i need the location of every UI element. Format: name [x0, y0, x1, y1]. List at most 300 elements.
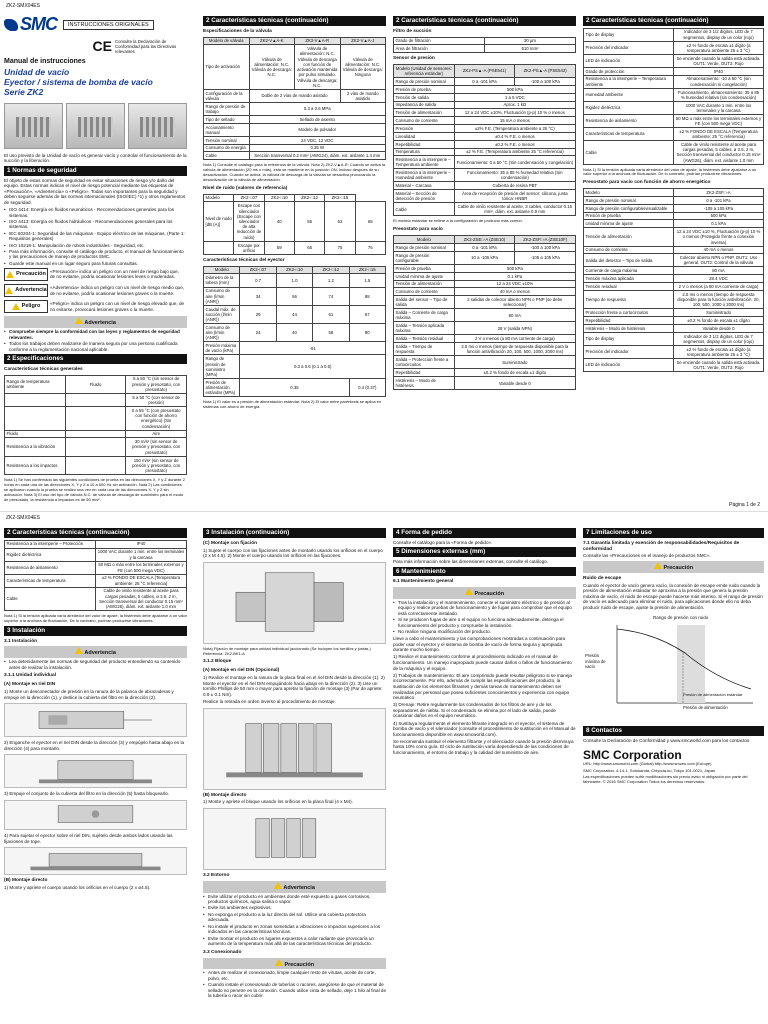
table-cell: Indicador de 3 1/2 dígitos, LED de 7 segmentos, display de un color (rojo) [674, 28, 764, 41]
table-cell: 1.2 [313, 274, 349, 287]
manifold-direct-title: (B) Montaje directo [203, 792, 247, 798]
table-cell: Corriente de carga máxima [584, 267, 674, 275]
table-cell: 0.35 [240, 379, 349, 397]
table-row [584, 141, 764, 165]
advertencia-list [4, 329, 187, 352]
table-row [584, 196, 764, 204]
p1-column-3 [393, 14, 576, 393]
section-specs-cont-3: 2 Características técnicas (continuación) [583, 16, 764, 26]
valve-note: Nota 1) Consulte el catálogo para la referencia de la válvula. Nota 2) ZK2-V▲A-R: Cuando se activa la válvula de alimentación (20 ms o más), esta se mantiene en la posición ON. Incluso después de su desactivación. Cuando se activa, la válvula de descarga de la válvula se desactiva provocando la desactivación de la válvula de alimentación. [203, 162, 386, 182]
order-text: Consulte el catálogo para la «Forma de pedido». [393, 539, 493, 545]
table-cell: Consumo de aire (l/min (ANR)) [204, 287, 240, 305]
ce-mark-icon: CE [92, 37, 112, 54]
table-row [394, 356, 576, 369]
smc-url[interactable]: URL: http://www.smcworld.com (Global) http://www.smceu.com (Europe) [583, 761, 712, 767]
list-item: • ISO 10218-1: Manipulación de robots industriales - Seguridad, etc. [4, 243, 187, 249]
warranty-title: 7.1 Garantía limitada y exención de responsabilidades/Requisitos de conformidad [583, 540, 740, 552]
document-code: ZK2-SMX04ES [6, 3, 40, 9]
maintenance-recommend: Se recomienda sustituir el elemento filtrante y el silenciador cuando la presión disminuya hasta 10% como guía. El ciclo de sustitución varía dependiendo de las condiciones de funcionamiento, el entorno de trabajo y la calidad del suministro de aire. [393, 738, 574, 755]
table-cell: 500 kPa [454, 264, 575, 272]
table-header-cell: ZK2-PS▲-A (PSE543) [515, 65, 576, 78]
list-item: • Evite utilizar el producto en ambientes donde esté expuesto a gases corrosivos, productos químicos, agua salina o vapor. [203, 894, 386, 905]
table-header-cell: ZK2-PS▲-A (PSE541) [454, 65, 515, 78]
table-cell: Protección frente a cortocircuitos [584, 309, 674, 317]
table-cell: 0.4 (0.37) [349, 379, 385, 397]
table-cell: 0.1 kPa [454, 272, 575, 280]
table-cell [65, 407, 126, 431]
p2-column-1 [4, 526, 187, 892]
product-name: Unidad de vacío [4, 66, 70, 77]
table-row [394, 37, 576, 45]
title-block [4, 58, 187, 98]
table-row [5, 407, 187, 431]
table-header-cell: ZK2-□10 [276, 266, 312, 274]
table-row [204, 274, 386, 287]
table-cell: Grado de protección [584, 67, 674, 75]
table-cell: 0 a -101 kPa [454, 78, 515, 86]
table-row [204, 202, 386, 241]
document-code: ZK2-SMX04ES [6, 515, 40, 521]
table-cell [65, 456, 126, 474]
table-cell: 55 [294, 202, 324, 241]
table-row [584, 358, 764, 371]
table-cell: Cable [394, 203, 455, 216]
environment-title: 3.2 Entorno [203, 873, 230, 879]
precaution-banner: Precaución [203, 958, 386, 970]
caution-icon [275, 959, 283, 966]
dimensions-text: Para más información sobre las dimensiones externas, consulte el catálogo. [393, 558, 548, 564]
table-cell: 0 a -101 kPa [454, 243, 515, 251]
table-cell: 510 mm² [485, 45, 576, 53]
table-cell: 500 kPa [674, 212, 764, 220]
table-cell: ±0.2 % F.E. o menos [454, 140, 575, 148]
environment-list [203, 894, 386, 947]
disclaimer: Las especificaciones pueden sufrir modificaciones sin previo aviso ni obligación por parte del fabricante. © 2016 SMC Corporation Todos los derechos reservados. [583, 774, 748, 784]
table-header-cell: ZK2-V▲A-K [249, 37, 295, 45]
table-cell: 80 mA [454, 309, 575, 322]
table-cell: 2 V o menos (a 80 mA corriente de carga) [454, 335, 575, 343]
section-limitations: 7 Limitaciones de uso [583, 528, 764, 538]
table-row [394, 369, 576, 377]
maintenance-list [393, 600, 576, 635]
table-cell: Resistencia de aislamiento [5, 561, 96, 574]
table-cell: Tensión de alimentación [394, 280, 455, 288]
table-cell: Sección transversal 0.2 mm² (AWG24), diám. ext. aislante 1.4 mm [249, 152, 386, 160]
table-cell: 56 [276, 287, 312, 305]
p2-column-2 [203, 526, 386, 1000]
ejector-specs-title: Características técnicas del eyector [203, 257, 285, 263]
table-cell: Humedad ambiente [584, 88, 674, 101]
table-cell: 50 MΩ o más entre los terminales externos y FE (con 500 mega VDC) [96, 561, 187, 574]
table-cell: Tensión de salida [394, 93, 455, 101]
table-row [394, 101, 576, 109]
table-row [204, 45, 386, 89]
table-row [394, 343, 576, 356]
table-cell: Tensión residual [584, 283, 674, 291]
table-header-cell: ZK2-V▲A-R [295, 37, 341, 45]
table-row [394, 272, 576, 280]
maintenance-step-1: 1) Realice el mantenimiento conforme al procedimiento indicado en el manual de funcionamiento. Un manejo inapropiado puede causar daños o fallos de funcionamiento de la máquina y el equipo. [393, 654, 572, 671]
table-cell: Válvula de alimentación: N.C. Válvula de descarga: N.C. [249, 45, 295, 89]
general-specs-table [4, 375, 187, 475]
table-cell: 34 [240, 287, 276, 305]
table-cell: Cable [204, 152, 250, 160]
section-contacts: 8 Contactos [583, 726, 764, 736]
sensor-title: Sensor de presión [393, 56, 435, 62]
table-cell: Material – Sección de detección de presión [394, 190, 455, 203]
list-item: • Lea detenidamente las normas de seguridad del producto entendiendo su contenido antes de realizar la instalación. [4, 659, 187, 670]
table-row [5, 393, 187, 406]
manifold-din-text: 1) Realice el montaje en la ranura de la placa final en el riel DIN desde la dirección (1). 2) Monte el eyector en el riel DIN empujándolo hacia abajo en la dirección (2). 3) Use un tornillo Phillips de 50 mm o mayor para apretar la fijación de montaje (3) (Par de apriete: 0.9 ± 0.1 Nm). [203, 675, 385, 697]
table-cell: Tipo de activación [204, 45, 250, 89]
danger-icon [12, 303, 20, 310]
table-cell: Tipo de display [584, 28, 674, 41]
table-row [204, 355, 386, 379]
table-cell: ZK2-□15 [325, 194, 355, 202]
table-cell: Cable [5, 587, 96, 611]
table-row [394, 190, 576, 203]
table-header-row [204, 37, 386, 45]
table-cell: Repetibilidad [584, 317, 674, 325]
product-photos [4, 103, 187, 149]
bracket-figure [203, 562, 386, 644]
warranty-text: Consulte las «Precauciones en el manejo de productos SMC». [583, 553, 711, 559]
table-cell: 5 a 50 °C (con sensor de presión) [126, 393, 187, 406]
table-row [204, 136, 386, 144]
table-row [394, 93, 576, 101]
ejector-note: Nota 1) El valor es a presión de alimentación estándar. Nota 2) El valor entre paréntesis se aplica en sistemas con ahorro de energía. [203, 399, 382, 410]
switch-title: Presostato para vacío [393, 227, 443, 233]
table-cell: LED de indicación [584, 358, 674, 371]
table-cell: 67 [349, 305, 385, 323]
table-cell: Presión máxima de vacío (kPa) [204, 342, 240, 355]
piping-list [203, 970, 386, 999]
ce-block [4, 38, 187, 55]
table-cell: Doble de 2 vías de mando asistido [249, 89, 340, 102]
advertencia-banner: Advertencia [4, 316, 187, 328]
table-cell: 44 [276, 305, 312, 323]
table-cell: 12 a 24 VDC ±10 %, Fluctuación (p-p) 10 % o menos (Protegido frente a conexión inversa) [674, 228, 764, 246]
table-cell: Aire [126, 430, 187, 438]
table-cell: -91 [240, 342, 386, 355]
manifold-din-remove: Realice la retirada en orden inverso al procedimiento de montaje. [203, 699, 336, 705]
single-unit-title: 3.1.1 Unidad individual [4, 673, 56, 679]
table-row [394, 140, 576, 148]
table-cell: ±2 % F.E. (Temperatura ambiente 25 °C referencia) [454, 148, 575, 156]
table-cell: LED de indicación [584, 54, 674, 67]
table-cell: 28 V (salida NPN) [454, 322, 575, 335]
table-cell: Fluido [65, 375, 126, 393]
table-row [394, 288, 576, 296]
noise-table [203, 194, 386, 255]
table-row [394, 296, 576, 309]
table-cell: Nivel de ruido [dB (A)] [204, 202, 234, 241]
table-row [5, 540, 187, 548]
page-2 [0, 512, 768, 1024]
table-cell: Almacenamiento: -10 a 60 °C (sin condensación ni congelación) [674, 75, 764, 88]
manual-title: Manual de instrucciones [4, 58, 86, 66]
table-cell: Presión de alimentación estándar (MPa) [204, 379, 240, 397]
table-row [5, 561, 187, 574]
switch-table-end [4, 540, 187, 612]
table-cell [204, 241, 234, 254]
manifold-direct-figure [203, 808, 386, 870]
bracket-mount-title: (C) Montaje con fijación [203, 540, 258, 546]
table-cell: Rigidez dieléctrica [584, 101, 674, 114]
table-header-row [394, 236, 576, 244]
table-cell: Características de temperatura [5, 574, 96, 587]
table-cell: Histéresis – Modo de histéresis [394, 377, 455, 390]
table-cell: Resistencia a la intemperie – Protección [5, 540, 96, 548]
table-cell: -100 a 100 kPa [515, 243, 576, 251]
table-cell: 61 [313, 305, 349, 323]
list-item: • Para más información, consulte el catálogo de producto, el manual de funcionamiento y las precauciones de manejo de productos SMC. [4, 249, 187, 260]
table-header-cell: ZK2-□15 [349, 266, 385, 274]
table-row [584, 228, 764, 246]
table-cell: 2 V o menos (a 80 mA corriente de carga) [674, 283, 764, 291]
table-row [394, 309, 576, 322]
table-cell: 0 a 55 °C (con presostato con función de ahorro energético) (Sin condensación) [126, 407, 187, 431]
table-cell: Suministrado [674, 309, 764, 317]
table-cell: Funcionamiento, almacenamiento: 35 a 85 % humedad relativa (sin condensación) [674, 88, 764, 101]
manifold-direct-text: 1) Monte y apriete el bloque usando los orificios en la placa final (4 x M4). [203, 799, 353, 805]
table-header-cell: Modelo (Unidad de sensores: referencia estándar) [394, 65, 455, 78]
list-item: • No instale el producto en zonas sometidas a vibraciones o impactos superiores a los indicados en las características técnicas. [203, 924, 386, 935]
list-item: • Tras la instalación y el mantenimiento, conecte el suministro eléctrico y de presión al equipo y realice pruebas de funcionamiento y de fugas para comprobar que el equipo está correctamente instalado. [393, 600, 576, 617]
table-row [394, 243, 576, 251]
table-cell: Suministrado [454, 356, 575, 369]
din-step-3: 3) Empuje el conjunto de la cubierta del filtro en la dirección (5) hasta bloquearlo. [4, 791, 169, 797]
switch-table-cont [583, 28, 764, 165]
table-row [204, 115, 386, 123]
table-cell: Consumo de corriente [394, 117, 455, 125]
table-row [394, 78, 576, 86]
list-item: • ISO 4413: Energía en fluidos hidráulicos - Recomendaciones generales para los sistemas. [4, 219, 187, 230]
table-row [584, 127, 764, 140]
table-cell: Tensión máxima aplicada [584, 275, 674, 283]
section-safety: 1 Normas de seguridad [4, 166, 187, 176]
valve-specs-table [203, 37, 386, 161]
table-cell: Modelo [584, 189, 674, 197]
table-cell: 65 [294, 241, 324, 254]
table-row [394, 132, 576, 140]
din-step-4: 4) Para sujetar el eyector sobre el riel DIN, sujételo desde ambos lados usando las fijaciones de tope. [4, 833, 173, 844]
table-cell: Resistencia de aislamiento [584, 114, 674, 127]
table-cell: Rango de presión de suministro (MPa) [204, 355, 240, 379]
table-cell: 2 vías de mando asistido [340, 89, 386, 102]
table-cell: Tiempo de respuesta [584, 290, 674, 308]
table-cell: Funcionamiento: 0 a 50 °C (Sin condensación y congelación) [454, 156, 575, 169]
precaution-banner-2: Precaución [393, 587, 576, 599]
original-instructions-label: INSTRUCCIONES ORIGINALES [63, 20, 154, 31]
warning-advertencia: Advertencia «Advertencia» indica un peligro con un nivel de riesgo medio que, de no evitarse, podría ocasionar lesiones graves o la muerte. [4, 284, 187, 297]
table-cell [65, 438, 126, 456]
table-cell: IP40 [96, 540, 187, 548]
section-specs-cont: 2 Características técnicas (continuación) [203, 16, 386, 26]
table-cell: 1000 VAC durante 1 min. entre los terminales y la carcasa [96, 548, 187, 561]
table-cell: IP40 [674, 67, 764, 75]
smc-logo: SMC [4, 14, 57, 36]
switch-table [393, 235, 576, 390]
product-series: Serie ZK2 [4, 87, 44, 98]
table-cell: 12 a 24 VDC ±10% [454, 280, 575, 288]
table-cell: Cable [584, 141, 674, 165]
table-row [5, 430, 187, 438]
table-row [584, 88, 764, 101]
table-cell: Repetibilidad [394, 140, 455, 148]
table-cell: Rango de presión configurable/visualizable [584, 204, 674, 212]
noise-range-label: Rango de presión con ruido [653, 615, 709, 621]
table-cell: Histéresis – Modo de histéresis [584, 324, 674, 332]
table-header-cell: ZK2-□12 [313, 266, 349, 274]
table-row [584, 54, 764, 67]
table-cell: Salida – Tensión residual [394, 335, 455, 343]
table-row [584, 75, 764, 88]
table-cell: ZK2-□07 [234, 194, 264, 202]
table-cell: ±2 % fondo de escala ±1 dígito (a temperatura ambiente 25 ± 3 °C) [674, 41, 764, 54]
switch-note: Nota 1) Si la tensión aplicada varía alrededor del valor de ajuste, la histéresis debe ajustarse a un valor superior a la anchura de fluctuación. De lo contrario, podrían producirse vibraciones. [583, 166, 757, 177]
safety-text: El objeto de estas normas de seguridad es evitar situaciones de riesgo y/o daño del equipo. Estas normas indican el nivel de riesgo potencial mediante las etiquetas de «Precaución», «Advertencia» o «Peligro». Todas son importantes para la seguridad y deben seguirse además de las normas internacionales (ISO/IEC) *1) y otros reglamentos de seguridad. [4, 177, 186, 205]
section-installation: 3 Instalación [4, 626, 187, 636]
table-cell: 150 m/s² (sin sensor de presión y presostato, con presostato) [126, 456, 187, 474]
table-cell: 88 [349, 287, 385, 305]
manifold-figure [203, 708, 386, 790]
din-step-2: 2) Enganche el eyector en el riel DIN desde la dirección (3) y empújelo hasta abajo en la dirección (4) para montarlo. [4, 740, 185, 751]
table-row [5, 574, 187, 587]
table-row [584, 267, 764, 275]
table-cell: Cable de vinilo resistente al aceite para cargas pesadas, 5 cables, ø 3.5, 2 m, Sección transversal del conductor 0.15 mm² (AWG26), diám. ext. aislante 1.0 mm [674, 141, 764, 165]
din-figure-2 [4, 754, 187, 788]
table-row [584, 114, 764, 127]
table-cell: Rango de temperatura ambiente [5, 375, 66, 393]
direct-mount-title: (B) Montaje directo [4, 878, 48, 884]
bracket-mount-text: 1) Sujete el cuerpo con las fijaciones antes de montarlo usando los orificios en el cuerpo (2 x M 4.5). 2) Monte el cuerpo usando los orificios en las fijaciones. [203, 547, 383, 559]
table-cell: 500 kPa [454, 85, 575, 93]
table-cell: 75 [325, 241, 355, 254]
table-cell: Cable de vinilo resistente al aceite, 3 cables, conductor 0.15 mm², diám. ext. aislante 0.9 mm [454, 203, 575, 216]
table-row [204, 324, 386, 342]
list-item: • No realice ninguna modificación del producto. [393, 629, 576, 635]
p2-column-3 [393, 526, 576, 757]
intro-text: El uso previsto de la Unidad de vacío es generar vacío y controlar el funcionamiento de la succión y la liberación. [4, 152, 187, 164]
p1-column-1 [4, 14, 187, 504]
table-cell: Características de temperatura [584, 127, 674, 140]
table-cell: ±0.2 % fondo de escala ±1 dígito [454, 369, 575, 377]
table-cell: Tensión de alimentación [394, 109, 455, 117]
section-specs-cont-2: 2 Características técnicas (continuación) [393, 16, 576, 26]
table-cell: 0 a -101 kPa [674, 196, 764, 204]
table-row [584, 283, 764, 291]
product-subtitle: Eyector / sistema de bomba de vacío [4, 76, 153, 87]
sensor-note: El modelo estándar se refiere a la configuración de producto más común. [393, 218, 523, 224]
smc-logo-icon [4, 19, 18, 31]
table-header-cell: ZK2-□07 [240, 266, 276, 274]
table-cell: -105 a 105 kPa [674, 204, 764, 212]
table-row [584, 189, 764, 197]
table-row [584, 246, 764, 254]
table-cell [5, 407, 66, 431]
table-cell: 30 µm [485, 37, 576, 45]
table-cell: Resistencia a la intemperie – Temperatura ambiente [584, 75, 674, 88]
table-cell: -105 a 105 kPa [515, 251, 576, 264]
table-cell: 63 [325, 202, 355, 241]
table-cell: 1.5 [349, 274, 385, 287]
table-cell: Fluido [5, 430, 66, 438]
warning-danger: Peligro «Peligro» indica un peligro con un nivel de riesgo elevado que, de no evitarse, provocará lesiones graves o la muerte. [4, 300, 187, 313]
general-specs-title: Características técnicas generales [4, 366, 83, 372]
advertencia-banner-3: Advertencia [203, 881, 386, 893]
list-item: • No exponga el producto a la luz directa del sol. Utilice una cubierta protectora adecuada. [203, 912, 386, 923]
table-cell: 12 a 24 VDC ±10%, Fluctuación (p-p) 10 % o menos [454, 109, 575, 117]
noise-text: Cuando el eyector de vacío genera vacío, la conexión de escape emite ruido cuando la presión de alimentación estándar se aproxima a la presión que genera la presión máxima de vacío, el ruido de escape puede hacerse más intenso. Si el rango de presión de vacío es adecuado para eliminar el ruido, para aplicaciones donde ello no deba producir ruido de escape, ajuste la presión de alimentación. [583, 582, 763, 610]
table-cell: Presión de prueba [394, 264, 455, 272]
table-row [5, 587, 187, 611]
table-row [394, 117, 576, 125]
table-cell: Accionamiento manual [204, 123, 250, 136]
table-cell: Precisión del indicador [584, 345, 674, 358]
table-cell: ±2 % FONDO DE ESCALA (Temperatura ambiente: 25 °C referencia) [674, 127, 764, 140]
table-cell: Escape por orificio [234, 241, 264, 254]
table-cell: 76 [355, 241, 385, 254]
table-row [584, 290, 764, 308]
table-row [394, 148, 576, 156]
warning-icon [75, 647, 83, 654]
table-cell [5, 393, 66, 406]
table-cell: Resistencia a la vibración [5, 438, 66, 456]
table-cell: Tipo de sellado [204, 115, 250, 123]
table-cell: 59 [264, 241, 294, 254]
table-cell: Variable desde 0 [454, 377, 575, 390]
table-cell: Repetibilidad [394, 369, 455, 377]
table-cell: ±0.2 % fondo de escala ±1 dígito [674, 317, 764, 325]
table-row [584, 317, 764, 325]
table-row [204, 305, 386, 323]
table-cell: Unidad mínima de ajuste [584, 220, 674, 228]
safety-refs [4, 207, 187, 266]
caution-icon [6, 271, 14, 278]
table-row [394, 251, 576, 264]
table-row [204, 379, 386, 397]
table-cell: Rango de presión nominal [394, 243, 455, 251]
table-cell: Consumo de energía [204, 144, 250, 152]
table-cell: 5 a 50 °C (sin sensor de presión y presostato, con presostato) [126, 375, 187, 393]
table-row [394, 85, 576, 93]
din-figure-4 [4, 847, 187, 875]
table-cell: Se enciende cuando la salida está activada. OUT1: Verde, OUT2: Rojo [674, 54, 764, 67]
list-item: • Guarde este manual en un lugar seguro para futuras consultas. [4, 261, 187, 267]
precaution-banner-3: Precaución [583, 561, 764, 573]
warning-caution: Precaución «Precaución» indica un peligro con un nivel de riesgo bajo que, de no evitarse, podría ocasionar lesiones leves o moderadas. [4, 268, 187, 281]
caution-icon [465, 588, 473, 595]
table-row [584, 41, 764, 54]
table-cell: Presión de prueba [394, 85, 455, 93]
table-cell: Diámetro de la tobera (mm) [204, 274, 240, 287]
chart-y-label: Presión máxima de vacío [585, 653, 606, 669]
table-cell: Se enciende cuando la salida está activada. OUT1: Verde, OUT2: Rojo [674, 358, 764, 371]
manifold-din-title: (A) Montaje en riel DIN (Opcional) [203, 668, 280, 674]
product-photo-1 [4, 103, 63, 149]
table-row [394, 45, 576, 53]
list-item: • Cuando instale el conexionado de tuberías o racores, asegúrese de que el material de sellado no penetre en la conexión. Cuando utilice cinta de sellado, deje 1 hilo al final de la tubería o racor sin cubrir. [203, 982, 386, 999]
table-cell: 58 [313, 324, 349, 342]
table-cell: Sellado de asiento [249, 115, 386, 123]
table-cell: Salida – Protección frente a cortocircuitos [394, 356, 455, 369]
table-row [584, 309, 764, 317]
maintenance-step-3: 3) Drenaje: Retire regularmente los condensados de los filtros de aire y de los separadores de niebla. Si el condensado se elimina por el lado de salida, puede ocasionar daños en el equipo neumático. [393, 702, 556, 719]
din-step-1: 1) Monte un desconectador de presión en la ranura de la palanca de abrazaderas y empuje en la dirección (1), y deslice la cubierta del filtro en la dirección (2). [4, 689, 174, 700]
table-cell: Tipo de display [584, 332, 674, 345]
table-cell: Caudal máx. de succión (l/min (ANR)) [204, 305, 240, 323]
